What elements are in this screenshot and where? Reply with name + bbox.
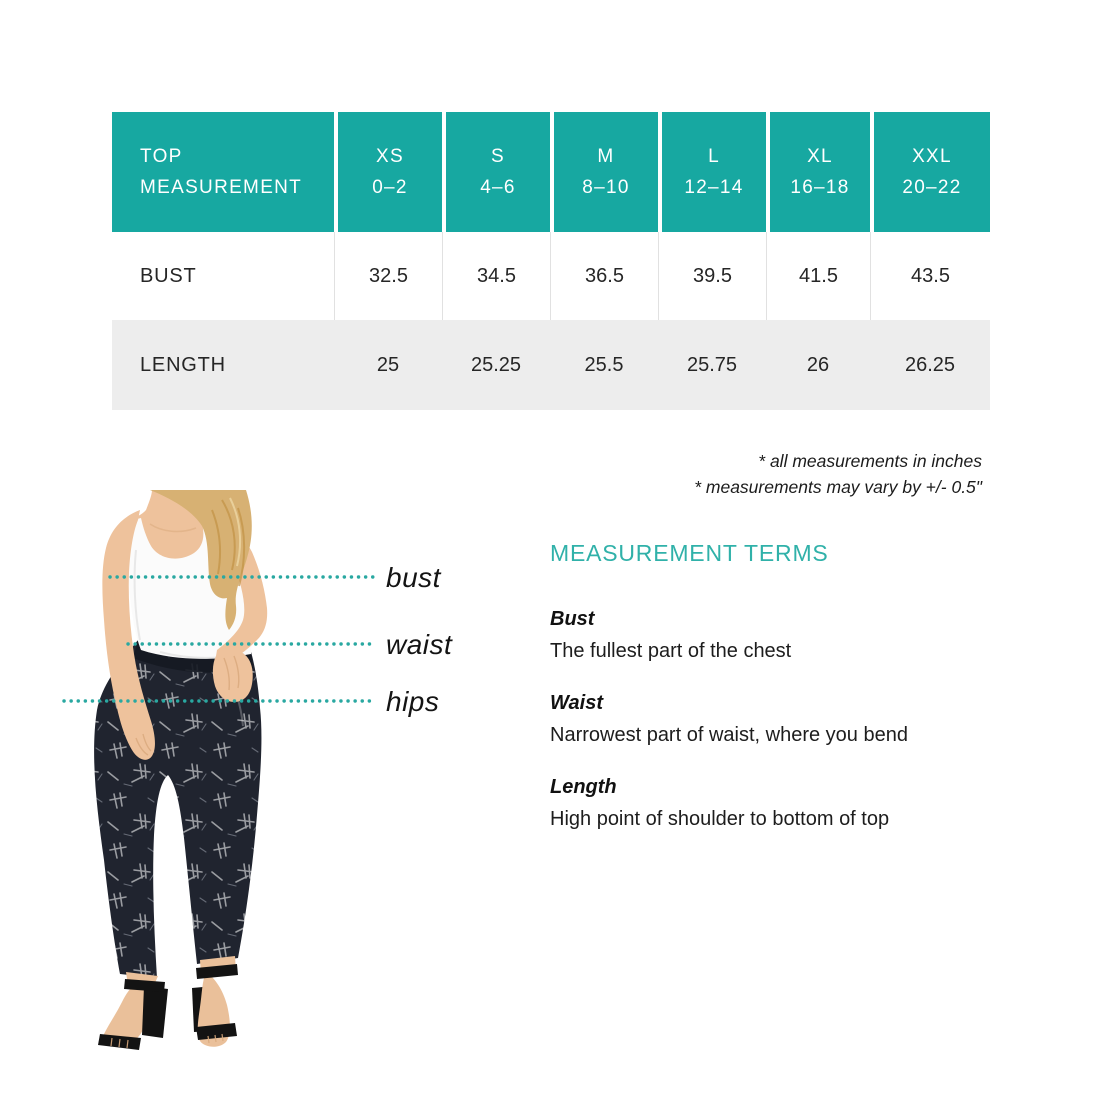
note-variance: * measurements may vary by +/- 0.5" [694, 477, 982, 497]
row-label-length: LENGTH [112, 320, 334, 410]
term-definition: High point of shoulder to bottom of top [550, 808, 890, 830]
bust-label: bust [386, 562, 441, 593]
row-label-bust: BUST [112, 232, 334, 320]
table-header-m [550, 112, 658, 232]
size-name: L [708, 146, 720, 167]
table-header-s [442, 112, 550, 232]
size-range: 8–10 [582, 177, 630, 198]
bust-value-xs: 32.5 [334, 232, 442, 320]
size-range: 20–22 [902, 177, 962, 198]
note-inches: * all measurements in inches [758, 451, 982, 471]
table-header-l [658, 112, 766, 232]
measurement-terms-section [550, 540, 1020, 860]
bust-value-l: 39.5 [658, 232, 766, 320]
term-name: Waist [550, 692, 603, 714]
bust-value-m: 36.5 [550, 232, 658, 320]
term-item-bust [550, 608, 1020, 665]
length-value-xl: 26 [766, 320, 870, 410]
length-value-l: 25.75 [658, 320, 766, 410]
model-figure [94, 490, 267, 1050]
size-range: 16–18 [790, 177, 850, 198]
length-value-xs: 25 [334, 320, 442, 410]
measurement-terms-heading: MEASUREMENT TERMS [550, 540, 829, 566]
length-value-s: 25.25 [442, 320, 550, 410]
term-definition: The fullest part of the chest [550, 640, 792, 662]
term-name: Bust [550, 608, 595, 630]
length-value-xxl: 26.25 [870, 320, 990, 410]
table-header-measurement-label: TOP MEASUREMENT [140, 146, 303, 198]
waist-label: waist [386, 629, 453, 660]
table-header-measurement [112, 112, 334, 232]
bust-value-xxl: 43.5 [870, 232, 990, 320]
size-range: 12–14 [684, 177, 744, 198]
term-name: Length [550, 776, 617, 798]
hips-label: hips [386, 686, 440, 717]
bust-value-s: 34.5 [442, 232, 550, 320]
term-definition: Narrowest part of waist, where you bend [550, 724, 908, 746]
size-name: M [597, 146, 615, 167]
size-range: 0–2 [372, 177, 408, 198]
size-range: 4–6 [480, 177, 516, 198]
model-diagram [0, 490, 480, 1100]
size-name: S [491, 146, 505, 167]
size-table [112, 112, 990, 410]
size-name: XL [807, 146, 833, 167]
size-name: XXL [912, 146, 952, 167]
term-item-length [550, 776, 1020, 833]
length-value-m: 25.5 [550, 320, 658, 410]
measurement-notes [694, 448, 982, 500]
size-name: XS [376, 146, 404, 167]
model-left-heel [142, 986, 168, 1038]
bust-value-xl: 41.5 [766, 232, 870, 320]
table-header-xs [334, 112, 442, 232]
table-header-xl [766, 112, 870, 232]
table-header-xxl [870, 112, 990, 232]
term-item-waist [550, 692, 1020, 749]
